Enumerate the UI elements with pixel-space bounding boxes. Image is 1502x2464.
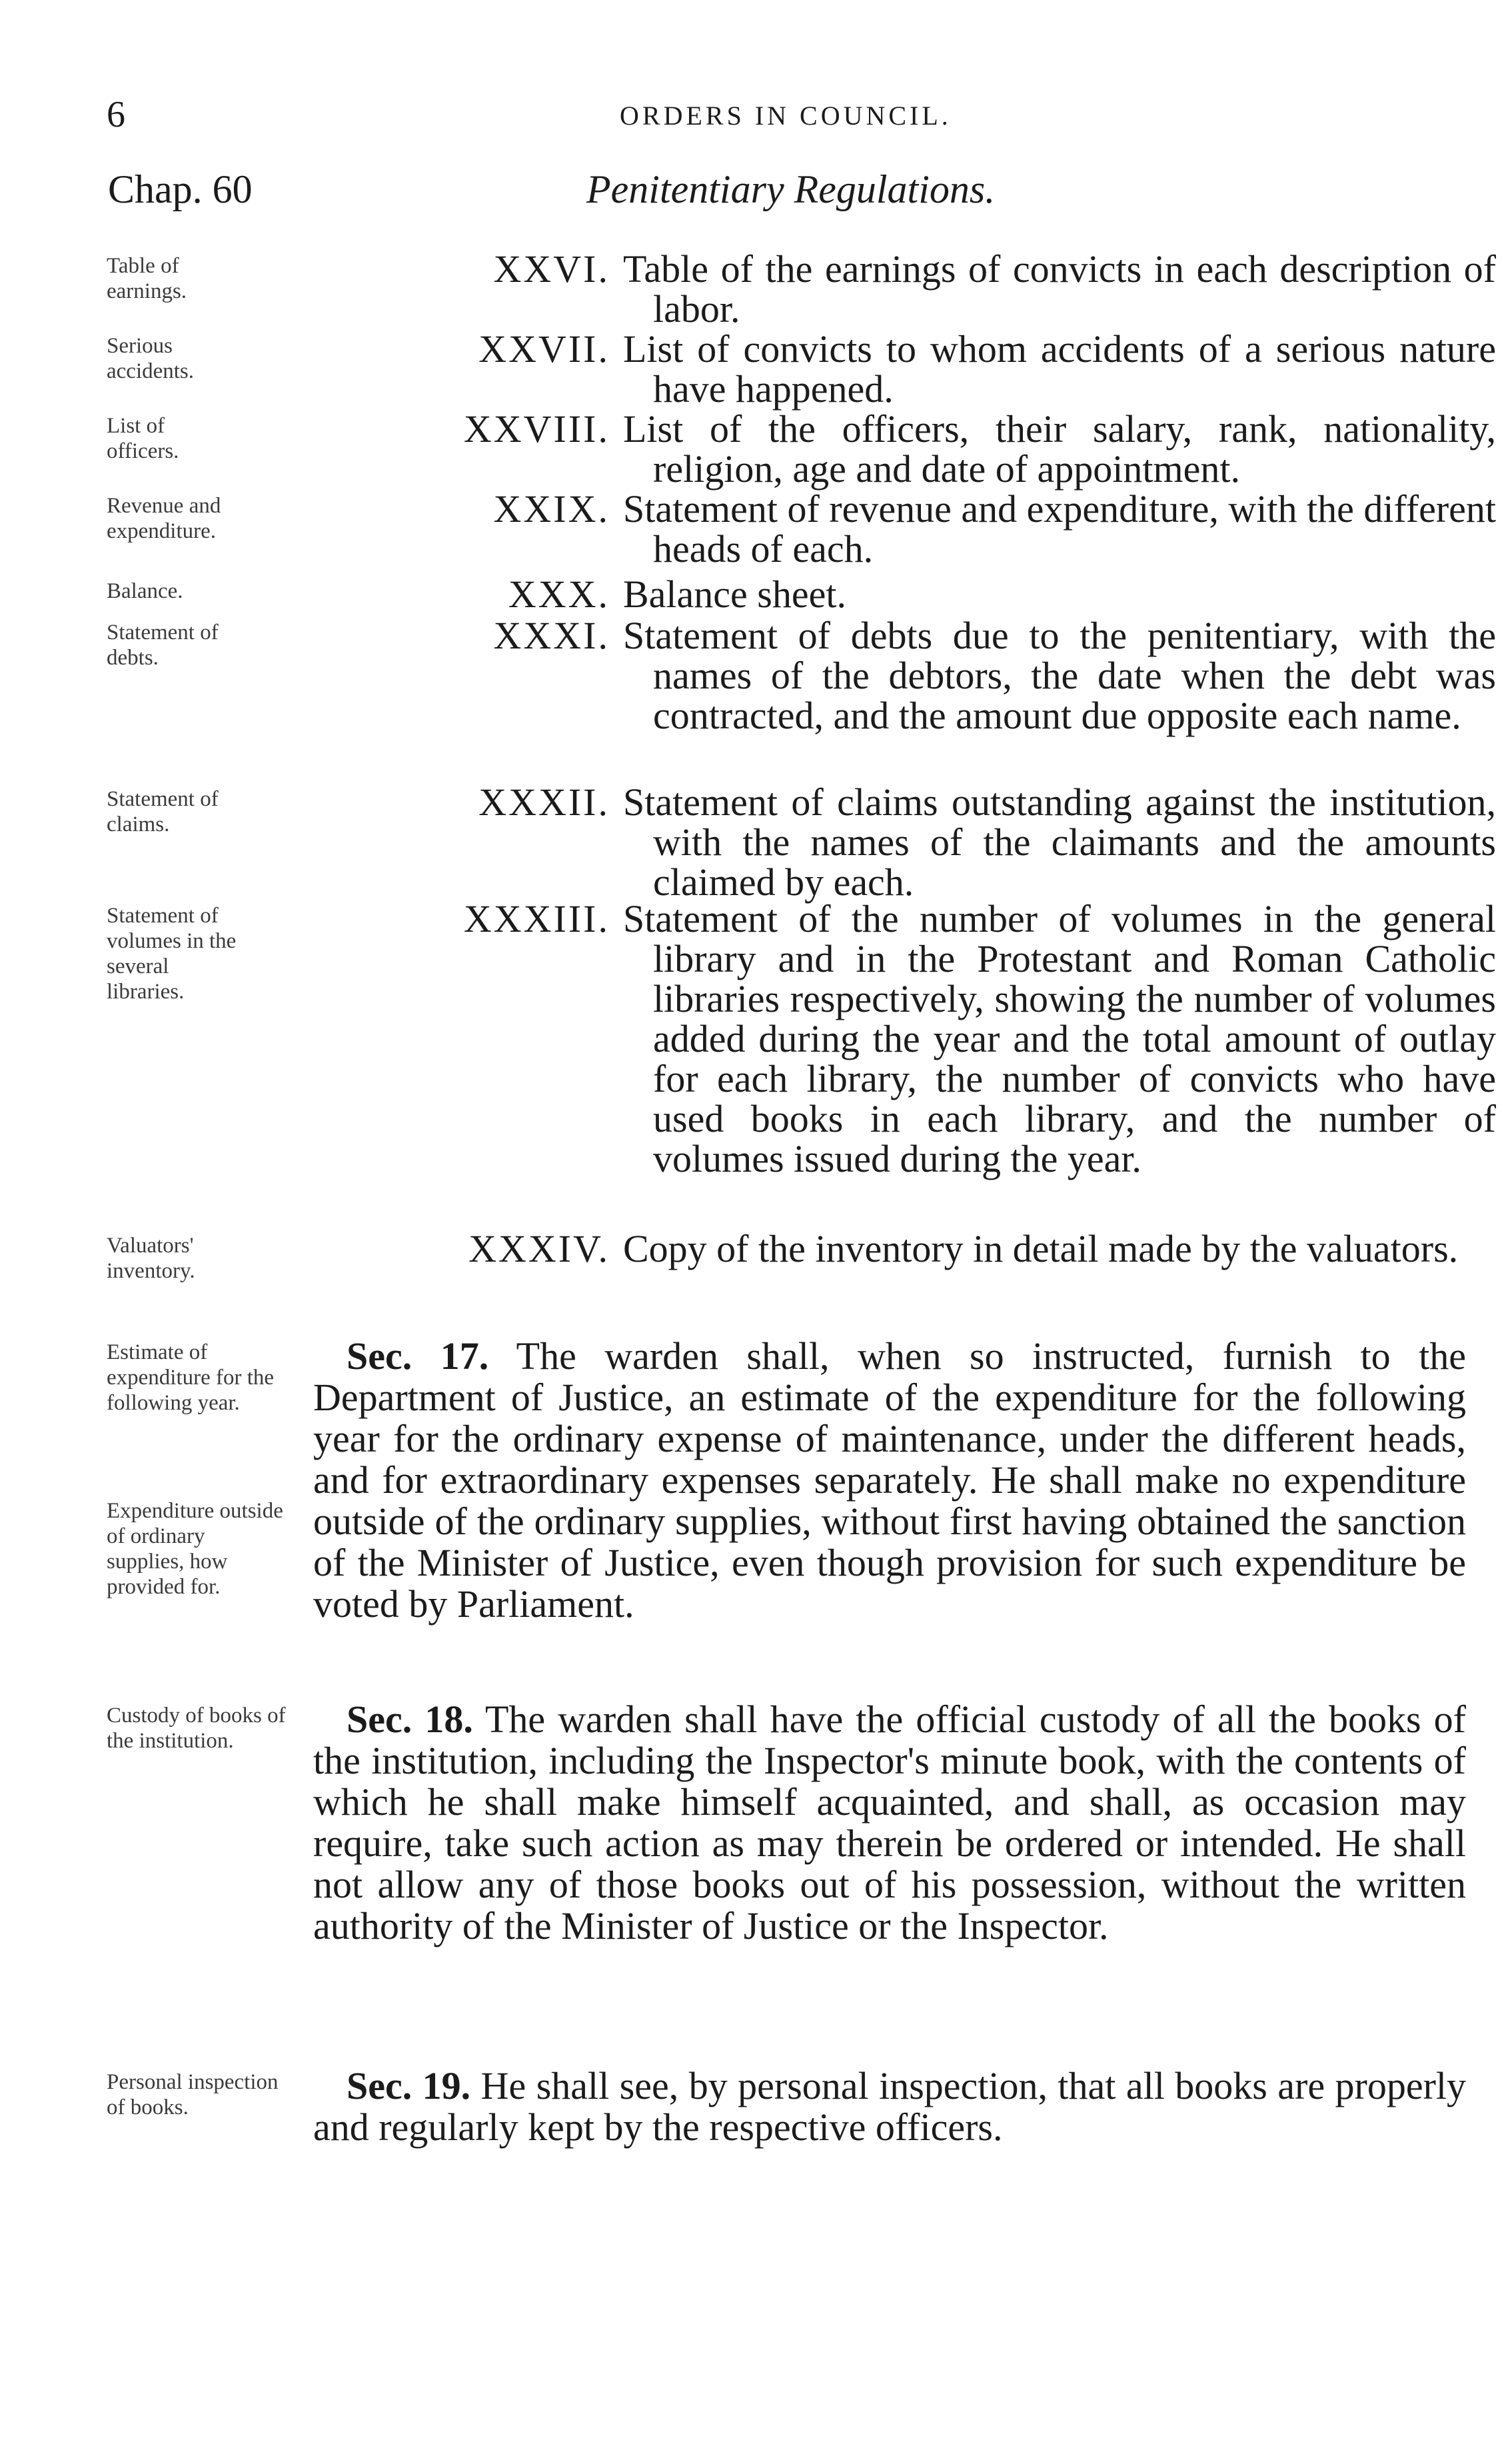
item-text: List of the officers, their salary, rank, nationality, religion, age and date of appointment. — [623, 407, 1496, 491]
margin-note: Statement of volumes in the several libraries. — [107, 904, 237, 1004]
margin-note: Table of earnings. — [107, 254, 187, 303]
item-text: Statement of claims outstanding against the institution, with the names of the claimants and the amounts claimed by each. — [623, 780, 1496, 904]
section-text — [313, 1336, 1466, 1625]
item-text: Balance sheet. — [623, 573, 846, 616]
section-label: Sec. 19. — [347, 2064, 471, 2107]
margin-note: List of officers. — [107, 414, 179, 463]
item-text: Statement of debts due to the penitentiary, with the names of the debtors, the date when the debt was contracted, and the amount due opposite each name. — [623, 614, 1496, 737]
section-text — [313, 2065, 1466, 2148]
item-number: XXVI. — [493, 247, 610, 291]
margin-note: Expenditure outside of ordinary supplies, how provided for. — [107, 1499, 283, 1599]
item-number: XXXIV. — [468, 1227, 610, 1270]
item-number: XXXI. — [493, 614, 610, 657]
chapter-label: Chap. 60 — [108, 167, 253, 211]
margin-note: Revenue and expenditure. — [107, 494, 221, 543]
margin-note: Statement of claims. — [107, 787, 219, 836]
section-body: The warden shall have the official custody of all the books of the institution, including the Inspector's minute book, with the contents of which he shall make himself acquainted, and shall, as occasion may require, take such action as may therein be ordered or intended. He shall not allow any of those books out of his possession, without the written authority of the Minister of Justice or the Inspector. — [313, 1698, 1466, 1947]
item-number: XXIX. — [493, 487, 610, 531]
item-number: XXX. — [508, 573, 610, 616]
section-title: Penitentiary Regulations. — [586, 167, 996, 211]
margin-note: Valuators' inventory. — [107, 1234, 195, 1283]
section-text — [313, 1699, 1466, 1947]
section-label: Sec. 17. — [347, 1334, 489, 1378]
item-text: List of convicts to whom accidents of a serious nature have happened. — [623, 327, 1496, 411]
margin-note: Estimate of expenditure for the following year. — [107, 1340, 275, 1415]
item-text: Copy of the inventory in detail made by the valuators. — [623, 1227, 1459, 1270]
item-text: Statement of revenue and expenditure, with the different heads of each. — [623, 487, 1496, 571]
page-number: 6 — [107, 94, 125, 135]
margin-note: Statement of debts. — [107, 620, 219, 670]
section-body: The warden shall, when so instructed, furnish to the Department of Justice, an estimate of the expenditure for the following year for the ordinary expense of maintenance, under the different heads, and for extraordinary expenses separately. He shall make no expenditure outside of the ordinary supplies, without first having obtained the sanction of the Minister of Justice, even though provision for such expenditure be voted by Parliament. — [313, 1334, 1466, 1626]
section-body: He shall see, by personal inspection, that all books are properly and regularly kept by the respective officers. — [313, 2064, 1466, 2149]
running-head: ORDERS IN COUNCIL. — [620, 101, 952, 131]
margin-note: Custody of books of the institution. — [107, 1704, 286, 1753]
item-number: XXVII. — [478, 327, 610, 371]
margin-note: Serious accidents. — [107, 334, 195, 383]
item-text: Statement of the number of volumes in the general library and in the Protestant and Roman Catholic libraries respectively, showing the number of volumes added during the year and the total amount of outlay for each library, the number of convicts who have used books in each library, and the number of volumes issued during the year. — [623, 897, 1496, 1180]
item-number: XXXIII. — [463, 897, 610, 940]
item-number: XXVIII. — [463, 407, 610, 451]
item-text: Table of the earnings of convicts in each description of labor. — [623, 247, 1496, 331]
section-label: Sec. 18. — [347, 1698, 473, 1741]
item-number: XXXII. — [478, 780, 610, 824]
margin-note: Balance. — [107, 579, 183, 603]
margin-note: Personal inspection of books. — [107, 2070, 279, 2119]
